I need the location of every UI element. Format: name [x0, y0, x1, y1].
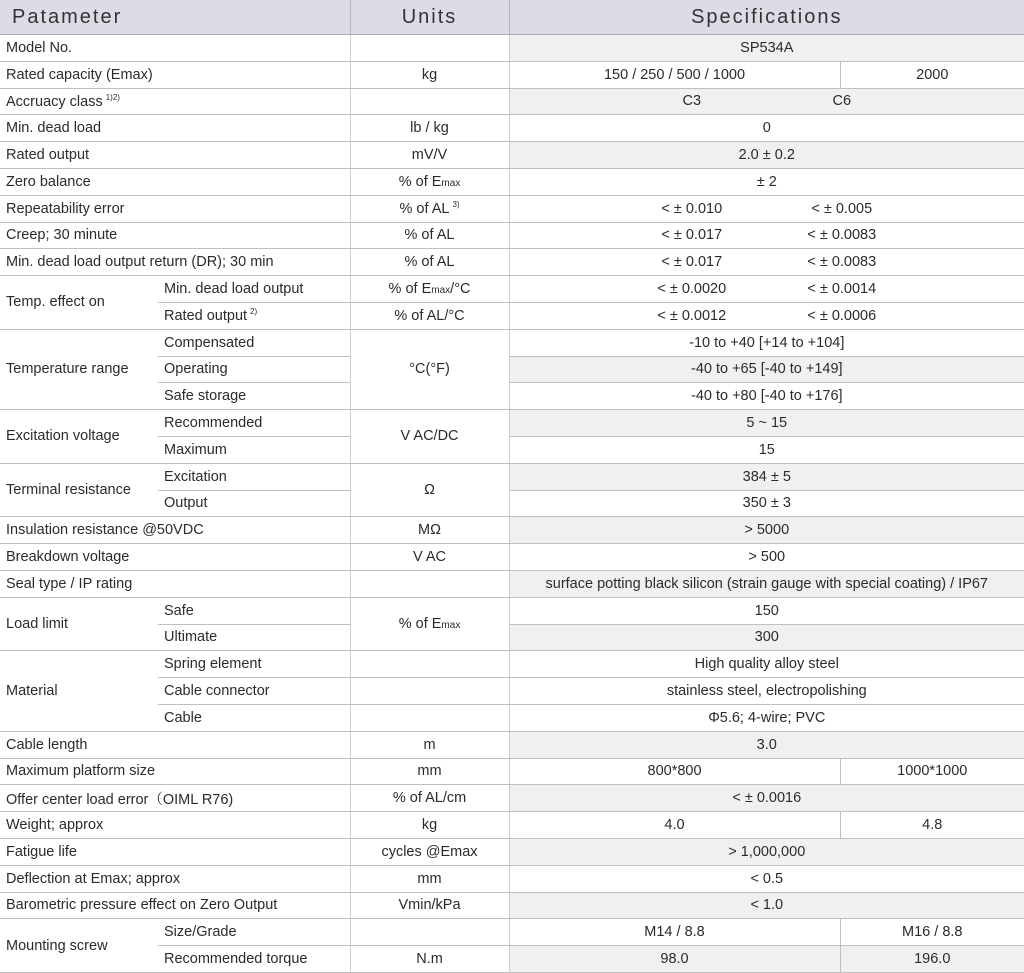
units-cable-length: m [350, 731, 509, 758]
sub-excitation: Excitation [158, 463, 350, 490]
units-model [350, 35, 509, 62]
group-temp-effect: Temp. effect on [0, 276, 158, 330]
sub-cable-connector: Cable connector [158, 678, 350, 705]
units-repeatability-main: % of AL [399, 201, 450, 218]
spec-excitation: 384 ± 5 [509, 463, 1024, 490]
units-insulation: MΩ [350, 517, 509, 544]
spec-output: 350 ± 3 [509, 490, 1024, 517]
spec-torque-b: 196.0 [840, 946, 1024, 973]
sub-operating: Operating [158, 356, 350, 383]
sub-temp-effect-rated-output [158, 302, 350, 329]
group-mounting-screw: Mounting screw [0, 919, 158, 973]
units-excitation-voltage: V AC/DC [350, 410, 509, 464]
units-temp-effect-tail: /°C [450, 281, 471, 298]
spec-deflection: < 0.5 [509, 865, 1024, 892]
table-row [0, 597, 1024, 624]
spec-size-grade-a: M14 / 8.8 [509, 919, 840, 946]
units-platform: mm [350, 758, 509, 785]
sub-cable: Cable [158, 704, 350, 731]
units-cable [350, 704, 509, 731]
param-deflection: Deflection at Emax; approx [0, 865, 350, 892]
units-zero-balance [350, 168, 509, 195]
units-offcenter: % of AL/cm [350, 785, 509, 812]
units-weight: kg [350, 812, 509, 839]
units-zero-balance-sub: max [441, 177, 461, 189]
param-insulation: Insulation resistance @50VDC [0, 517, 350, 544]
table-row [0, 892, 1024, 919]
units-temperature-range: °C(°F) [350, 329, 509, 409]
spec-temp-effect-rated-output-b: < ± 0.0006 [807, 307, 877, 324]
spec-dr-a: < ± 0.017 [661, 254, 723, 271]
spec-repeatability-b: < ± 0.005 [811, 200, 873, 217]
table-row [0, 61, 1024, 88]
param-seal: Seal type / IP rating [0, 570, 350, 597]
spec-capacity-a: 150 / 250 / 500 / 1000 [509, 61, 840, 88]
table-row [0, 463, 1024, 490]
spec-seal: surface potting black silicon (strain gauge with special coating) / IP67 [509, 570, 1024, 597]
param-rated-output: Rated output [0, 142, 350, 169]
table-row [0, 651, 1024, 678]
spec-accuracy-a: C3 [682, 93, 702, 110]
table-row [0, 812, 1024, 839]
table-row [0, 838, 1024, 865]
spec-dr [509, 249, 1024, 276]
spec-platform-b: 1000*1000 [840, 758, 1024, 785]
sub-ultimate: Ultimate [158, 624, 350, 651]
units-temp-effect-rated-output: % of AL/°C [350, 302, 509, 329]
param-creep: Creep; 30 minute [0, 222, 350, 249]
table-row [0, 222, 1024, 249]
units-rated-output: mV/V [350, 142, 509, 169]
sub-safe-storage: Safe storage [158, 383, 350, 410]
spec-dr-b: < ± 0.0083 [807, 254, 877, 271]
units-temp-effect-main: % of E [388, 281, 432, 298]
table-row [0, 410, 1024, 437]
units-temp-effect-sub: max [431, 285, 451, 297]
units-zero-balance-main: % of E [398, 173, 442, 190]
units-capacity: kg [350, 61, 509, 88]
table-row [0, 276, 1024, 303]
group-excitation-voltage: Excitation voltage [0, 410, 158, 464]
group-temperature-range: Temperature range [0, 329, 158, 409]
table-row [0, 115, 1024, 142]
units-cable-connector [350, 678, 509, 705]
param-accuracy [0, 88, 350, 115]
units-terminal-resistance: Ω [350, 463, 509, 517]
table-row [0, 517, 1024, 544]
temp-effect-footnote: 2) [250, 307, 258, 317]
spec-platform-a: 800*800 [509, 758, 840, 785]
table-row [0, 865, 1024, 892]
param-model: Model No. [0, 35, 350, 62]
units-creep: % of AL [350, 222, 509, 249]
spec-accuracy-b: C6 [832, 93, 852, 110]
table-row [0, 544, 1024, 571]
sub-compensated: Compensated [158, 329, 350, 356]
spec-cable: Φ5.6; 4-wire; PVC [509, 704, 1024, 731]
group-terminal-resistance: Terminal resistance [0, 463, 158, 517]
units-size-grade [350, 919, 509, 946]
spec-spring-element: High quality alloy steel [509, 651, 1024, 678]
spec-temp-effect-rated-output-a: < ± 0.0012 [657, 307, 727, 324]
spec-cable-connector: stainless steel, electropolishing [509, 678, 1024, 705]
param-repeatability: Repeatability error [0, 195, 350, 222]
sub-maximum: Maximum [158, 436, 350, 463]
accuracy-footnote: 1)2) [105, 92, 120, 102]
spec-repeatability-a: < ± 0.010 [661, 200, 723, 217]
spec-model: SP534A [509, 35, 1024, 62]
table-row [0, 195, 1024, 222]
param-weight: Weight; approx [0, 812, 350, 839]
spec-temp-effect-dead-load-a: < ± 0.0020 [657, 281, 727, 298]
group-material: Material [0, 651, 158, 731]
spec-repeatability [509, 195, 1024, 222]
param-barometric: Barometric pressure effect on Zero Output [0, 892, 350, 919]
sub-safe: Safe [158, 597, 350, 624]
units-spring-element [350, 651, 509, 678]
units-barometric: Vmin/kPa [350, 892, 509, 919]
table-row [0, 168, 1024, 195]
units-load-limit-sub: max [441, 620, 461, 632]
spec-breakdown: > 500 [509, 544, 1024, 571]
table-row [0, 249, 1024, 276]
units-load-limit-main: % of E [398, 616, 442, 633]
spec-temp-effect-dead-load [509, 276, 1024, 303]
param-breakdown: Breakdown voltage [0, 544, 350, 571]
units-deflection: mm [350, 865, 509, 892]
table-row [0, 142, 1024, 169]
spec-maximum: 15 [509, 436, 1024, 463]
spec-safe: 150 [509, 597, 1024, 624]
units-seal [350, 570, 509, 597]
param-zero-balance: Zero balance [0, 168, 350, 195]
units-fatigue: cycles @Emax [350, 838, 509, 865]
param-platform: Maximum platform size [0, 758, 350, 785]
group-load-limit: Load limit [0, 597, 158, 651]
param-fatigue: Fatigue life [0, 838, 350, 865]
spec-torque-a: 98.0 [509, 946, 840, 973]
param-dr: Min. dead load output return (DR); 30 min [0, 249, 350, 276]
header-parameter: Patameter [0, 0, 350, 35]
units-accuracy [350, 88, 509, 115]
table-row [0, 919, 1024, 946]
table-row [0, 35, 1024, 62]
spec-creep-b: < ± 0.0083 [807, 227, 877, 244]
spec-temp-effect-dead-load-b: < ± 0.0014 [807, 281, 877, 298]
sub-spring-element: Spring element [158, 651, 350, 678]
sub-temp-effect-rated-output-label: Rated output [164, 308, 248, 325]
spec-min-dead-load: 0 [509, 115, 1024, 142]
param-capacity: Rated capacity (Emax) [0, 61, 350, 88]
spec-ultimate: 300 [509, 624, 1024, 651]
param-cable-length: Cable length [0, 731, 350, 758]
param-min-dead-load: Min. dead load [0, 115, 350, 142]
table-row [0, 731, 1024, 758]
table-row [0, 785, 1024, 812]
spec-accuracy [509, 88, 1024, 115]
spec-offcenter: < ± 0.0016 [509, 785, 1024, 812]
units-breakdown: V AC [350, 544, 509, 571]
spec-size-grade-b: M16 / 8.8 [840, 919, 1024, 946]
units-load-limit [350, 597, 509, 651]
spec-zero-balance: ± 2 [509, 168, 1024, 195]
spec-fatigue: > 1,000,000 [509, 838, 1024, 865]
table-header-row [0, 0, 1024, 35]
spec-rated-output: 2.0 ± 0.2 [509, 142, 1024, 169]
param-accuracy-label: Accruacy class [6, 93, 103, 110]
spec-cable-length: 3.0 [509, 731, 1024, 758]
units-min-dead-load: lb / kg [350, 115, 509, 142]
header-specifications: Specifications [509, 0, 1024, 35]
spec-safe-storage: -40 to +80 [-40 to +176] [509, 383, 1024, 410]
spec-barometric: < 1.0 [509, 892, 1024, 919]
spec-recommended: 5 ~ 15 [509, 410, 1024, 437]
sub-output: Output [158, 490, 350, 517]
spec-capacity-b: 2000 [840, 61, 1024, 88]
sub-recommended: Recommended [158, 410, 350, 437]
table-row [0, 570, 1024, 597]
table-row [0, 758, 1024, 785]
spec-compensated: -10 to +40 [+14 to +104] [509, 329, 1024, 356]
units-recommended-torque: N.m [350, 946, 509, 973]
spec-temp-effect-rated-output [509, 302, 1024, 329]
sub-recommended-torque: Recommended torque [158, 946, 350, 973]
table-row [0, 329, 1024, 356]
units-dr: % of AL [350, 249, 509, 276]
param-offcenter: Offer center load error（OIML R76) [0, 785, 350, 812]
units-temp-effect-dead-load [350, 276, 509, 303]
spec-weight-b: 4.8 [840, 812, 1024, 839]
units-repeatability [350, 195, 509, 222]
sub-temp-effect-dead-load: Min. dead load output [158, 276, 350, 303]
header-units: Units [350, 0, 509, 35]
spec-weight-a: 4.0 [509, 812, 840, 839]
spec-insulation: > 5000 [509, 517, 1024, 544]
sub-size-grade: Size/Grade [158, 919, 350, 946]
repeatability-footnote: 3) [452, 200, 460, 210]
spec-creep-a: < ± 0.017 [661, 227, 723, 244]
spec-creep [509, 222, 1024, 249]
spec-operating: -40 to +65 [-40 to +149] [509, 356, 1024, 383]
table-row [0, 88, 1024, 115]
